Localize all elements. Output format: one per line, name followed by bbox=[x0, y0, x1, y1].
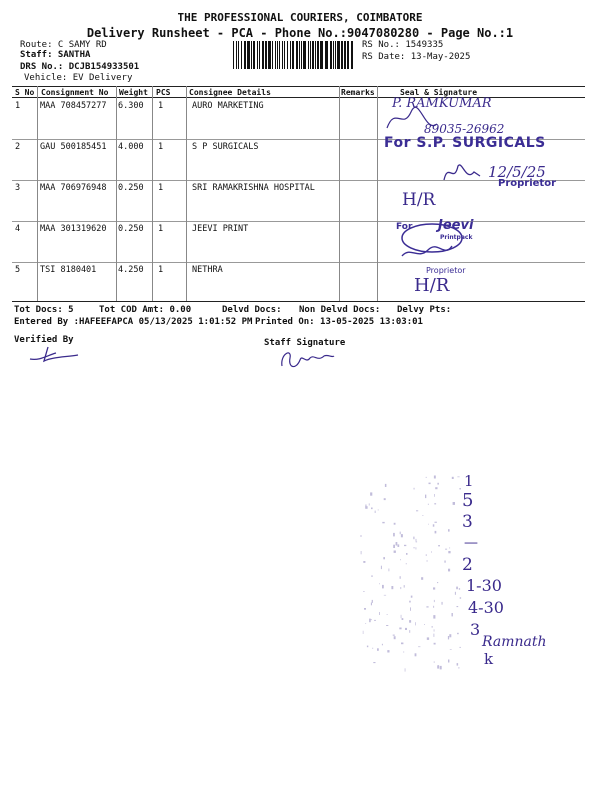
row2-company-stamp: For S.P. SURGICALS bbox=[384, 135, 546, 151]
ink-speck bbox=[371, 603, 372, 606]
row-consignee: S P SURGICALS bbox=[192, 142, 259, 152]
row-consignee: SRI RAMAKRISHNA HOSPITAL bbox=[192, 183, 315, 193]
ink-speck bbox=[421, 577, 423, 580]
tally-item: 1-30 bbox=[466, 576, 502, 595]
tally-item: 3 bbox=[470, 620, 481, 639]
table-top-rule bbox=[12, 86, 585, 87]
col-divider bbox=[377, 86, 378, 301]
barcode-bar bbox=[325, 41, 328, 69]
ink-speck bbox=[400, 532, 401, 535]
ink-speck bbox=[405, 628, 407, 630]
ink-speck bbox=[371, 508, 373, 510]
ink-speck bbox=[383, 557, 385, 559]
ink-speck bbox=[396, 542, 398, 546]
delivered-docs: Delvd Docs: bbox=[222, 305, 282, 315]
ink-speck bbox=[415, 653, 417, 656]
ink-speck bbox=[434, 476, 436, 479]
ink-speck bbox=[427, 637, 429, 640]
ink-speck bbox=[361, 535, 362, 537]
ink-speck bbox=[375, 511, 376, 513]
ink-speck bbox=[400, 587, 401, 589]
barcode-bar bbox=[310, 41, 311, 69]
barcode-bar bbox=[287, 41, 288, 69]
ink-speck bbox=[434, 643, 436, 645]
col-header-remarks: Remarks bbox=[341, 88, 375, 97]
tally-item: 3 bbox=[462, 512, 473, 532]
ink-speck bbox=[394, 551, 396, 553]
ink-speck bbox=[437, 483, 439, 485]
ink-speck bbox=[452, 477, 454, 479]
ink-speck bbox=[457, 663, 459, 666]
col-header-sno: S No bbox=[15, 88, 35, 97]
ink-speck bbox=[428, 504, 429, 505]
ink-speck bbox=[426, 477, 427, 478]
ink-speck bbox=[394, 636, 396, 639]
signature-scribble bbox=[385, 100, 515, 140]
row4-stamp-name: Jeevi bbox=[438, 218, 474, 233]
barcode-bar bbox=[315, 41, 316, 69]
ink-speck bbox=[449, 548, 450, 549]
row-sno: 3 bbox=[15, 183, 21, 193]
ink-speck bbox=[460, 597, 461, 598]
barcode-bar bbox=[257, 41, 258, 69]
row-consignee: JEEVI PRINT bbox=[192, 224, 249, 234]
ink-speck bbox=[448, 529, 450, 531]
barcode-bar bbox=[241, 41, 242, 69]
route-text: Route: C SAMY RD bbox=[20, 40, 107, 50]
ink-speck bbox=[427, 560, 428, 562]
ink-speck bbox=[434, 600, 435, 602]
ink-speck bbox=[404, 545, 406, 546]
ink-speck bbox=[415, 622, 416, 625]
ink-speck bbox=[459, 488, 461, 489]
col-divider bbox=[37, 86, 38, 301]
ink-speck bbox=[434, 634, 435, 637]
col-header-consignment: Consignment No bbox=[41, 88, 109, 97]
tally-item: 5 bbox=[462, 490, 474, 511]
ink-speck bbox=[372, 648, 373, 649]
ink-speck bbox=[457, 606, 459, 607]
ink-speck bbox=[394, 523, 396, 525]
ink-speck bbox=[432, 626, 433, 628]
ink-speck bbox=[391, 586, 393, 589]
ink-speck bbox=[379, 612, 380, 615]
row-pcs: 1 bbox=[158, 142, 164, 152]
col-header-pcs: PCS bbox=[156, 88, 171, 97]
ink-speck bbox=[425, 495, 426, 499]
barcode-bar bbox=[337, 41, 340, 69]
tally-item: 4-30 bbox=[468, 598, 504, 617]
ink-speck bbox=[452, 613, 453, 616]
ink-speck bbox=[422, 515, 423, 516]
ink-speck bbox=[448, 569, 450, 572]
table-bottom-rule bbox=[12, 301, 585, 302]
ink-speck bbox=[401, 643, 403, 645]
vehicle-text: Vehicle: EV Delivery bbox=[24, 73, 133, 83]
ink-speck bbox=[379, 583, 380, 584]
ink-speck bbox=[424, 624, 425, 625]
ink-speck bbox=[404, 585, 405, 588]
ink-bleed-marks bbox=[355, 475, 475, 675]
row-weight: 4.250 bbox=[118, 265, 144, 275]
barcode-bar bbox=[330, 41, 332, 69]
row-pcs: 1 bbox=[158, 224, 164, 234]
row4-stamp-for: For bbox=[396, 222, 413, 232]
delivery-points: Delvy Pts: bbox=[397, 305, 452, 315]
ink-speck bbox=[448, 660, 449, 663]
tally-item: 2 bbox=[462, 555, 473, 575]
ink-speck bbox=[409, 620, 411, 623]
row-consignment-no: GAU 500185451 bbox=[40, 142, 107, 152]
barcode-bar bbox=[262, 41, 264, 69]
ink-speck bbox=[435, 522, 437, 523]
rs-date: RS Date: 13-May-2025 bbox=[362, 52, 471, 62]
ink-speck bbox=[456, 587, 458, 590]
runsheet-subtitle: Delivery Runsheet - PCA - Phone No.:9047080280 - Page No.:1 bbox=[86, 26, 514, 40]
barcode-bar bbox=[277, 41, 278, 69]
drs-number: DRS No.: DCJB154933501 bbox=[20, 62, 140, 72]
barcode-bar bbox=[233, 41, 234, 69]
tally-item: 1 bbox=[464, 472, 474, 490]
ink-speck bbox=[378, 510, 379, 511]
ink-speck bbox=[448, 636, 449, 639]
ink-speck bbox=[444, 561, 445, 563]
barcode-bar bbox=[284, 41, 285, 69]
barcode-bar bbox=[265, 41, 267, 69]
col-header-weight: Weight bbox=[119, 88, 148, 97]
ink-speck bbox=[455, 592, 456, 595]
ink-speck bbox=[433, 606, 434, 608]
ink-speck bbox=[434, 503, 436, 504]
ink-speck bbox=[453, 502, 455, 505]
barcode-bar bbox=[238, 41, 239, 69]
barcode-bar bbox=[333, 41, 334, 69]
ink-speck bbox=[409, 630, 410, 633]
barcode-bar bbox=[320, 41, 323, 69]
ink-speck bbox=[410, 607, 411, 610]
ink-speck bbox=[399, 628, 401, 630]
row-consignment-no: MAA 708457277 bbox=[40, 101, 107, 111]
ink-speck bbox=[429, 483, 431, 485]
ink-speck bbox=[416, 539, 417, 542]
barcode-bar bbox=[335, 41, 336, 69]
ink-speck bbox=[363, 591, 364, 592]
barcode-bar bbox=[301, 41, 302, 69]
tally-signature: Ramnath bbox=[482, 634, 547, 650]
barcode-bar bbox=[247, 41, 250, 69]
row-sno: 4 bbox=[15, 224, 21, 234]
ink-speck bbox=[398, 544, 400, 547]
ink-speck bbox=[393, 533, 395, 537]
row-divider bbox=[12, 221, 585, 222]
ink-speck bbox=[413, 537, 414, 540]
row-sno: 2 bbox=[15, 142, 21, 152]
ink-speck bbox=[428, 524, 429, 525]
ink-speck bbox=[434, 494, 435, 497]
ink-speck bbox=[440, 666, 442, 670]
row-sno: 1 bbox=[15, 101, 21, 111]
ink-speck bbox=[426, 606, 428, 607]
col-divider bbox=[339, 86, 340, 301]
printed-on: Printed On: 13-05-2025 13:03:01 bbox=[255, 317, 423, 327]
ink-speck bbox=[457, 477, 459, 478]
ink-speck bbox=[369, 503, 370, 505]
ink-speck bbox=[406, 563, 407, 564]
ink-speck bbox=[416, 510, 418, 511]
ink-speck bbox=[405, 668, 406, 671]
ink-speck bbox=[434, 661, 435, 663]
ink-speck bbox=[401, 615, 402, 618]
ink-speck bbox=[371, 576, 373, 577]
barcode-bar bbox=[312, 41, 314, 69]
barcode-bar bbox=[253, 41, 255, 69]
barcode-bar bbox=[341, 41, 343, 69]
ink-speck bbox=[384, 498, 386, 500]
staff-signature-scribble bbox=[278, 346, 338, 374]
ink-speck bbox=[406, 553, 408, 555]
ink-speck bbox=[385, 484, 387, 487]
ink-speck bbox=[433, 615, 435, 619]
ink-speck bbox=[438, 545, 440, 546]
tally-item: — bbox=[464, 535, 478, 551]
ink-speck bbox=[435, 531, 437, 534]
ink-speck bbox=[449, 634, 451, 637]
barcode-bar bbox=[244, 41, 246, 69]
ink-speck bbox=[414, 488, 415, 490]
ink-speck bbox=[373, 662, 375, 663]
row-pcs: 1 bbox=[158, 101, 164, 111]
row-pcs: 1 bbox=[158, 265, 164, 275]
ink-speck bbox=[418, 646, 420, 647]
barcode-bar bbox=[272, 41, 273, 69]
col-header-consignee: Consignee Details bbox=[189, 88, 271, 97]
table-header-rule bbox=[12, 97, 585, 98]
ink-speck bbox=[386, 625, 388, 626]
ink-speck bbox=[459, 588, 460, 590]
ink-speck bbox=[457, 633, 459, 634]
ink-speck bbox=[445, 549, 447, 550]
row-sno: 5 bbox=[15, 265, 21, 275]
ink-speck bbox=[426, 554, 427, 556]
ink-speck bbox=[409, 601, 411, 603]
barcode-bar bbox=[290, 41, 291, 69]
ink-speck bbox=[372, 600, 373, 603]
ink-speck bbox=[433, 524, 435, 526]
verified-by-signature bbox=[26, 345, 86, 365]
barcode-bar bbox=[296, 41, 298, 69]
tally-item: k bbox=[484, 650, 494, 668]
col-header-seal-signature: Seal & Signature bbox=[400, 88, 478, 97]
ink-speck bbox=[442, 602, 443, 605]
col-divider bbox=[186, 86, 187, 301]
barcode-bar bbox=[282, 41, 283, 69]
row5-proprietor-stamp: Proprietor bbox=[426, 266, 466, 275]
row-weight: 6.300 bbox=[118, 101, 144, 111]
ink-speck bbox=[416, 547, 417, 549]
ink-speck bbox=[400, 559, 401, 560]
barcode-bar bbox=[259, 41, 260, 69]
barcode-bar bbox=[351, 41, 353, 69]
ink-speck bbox=[448, 551, 450, 553]
ink-speck bbox=[374, 620, 376, 621]
ink-speck bbox=[431, 551, 432, 552]
ink-speck bbox=[411, 596, 413, 598]
ink-speck bbox=[387, 614, 388, 615]
barcode-bar bbox=[292, 41, 294, 69]
barcode-bar bbox=[308, 41, 309, 69]
ink-speck bbox=[460, 647, 461, 648]
ink-speck bbox=[367, 646, 368, 648]
row-consignee: NETHRA bbox=[192, 265, 223, 275]
company-title: THE PROFESSIONAL COURIERS, COIMBATORE bbox=[177, 11, 423, 24]
row-weight: 4.000 bbox=[118, 142, 144, 152]
col-divider bbox=[116, 86, 117, 301]
ink-speck bbox=[361, 551, 362, 554]
barcode-bar bbox=[275, 41, 276, 69]
barcode-bar bbox=[299, 41, 300, 69]
row-weight: 0.250 bbox=[118, 224, 144, 234]
row-consignment-no: MAA 706976948 bbox=[40, 183, 107, 193]
row5-signature: H/R bbox=[414, 275, 450, 296]
staff-signature-label: Staff Signature bbox=[264, 338, 346, 348]
non-delivered-docs: Non Delvd Docs: bbox=[299, 305, 381, 315]
barcode-bar bbox=[279, 41, 280, 69]
row-divider bbox=[12, 262, 585, 263]
ink-speck bbox=[400, 576, 401, 579]
ink-speck bbox=[393, 545, 395, 548]
ink-speck bbox=[389, 569, 390, 572]
barcode-bar bbox=[268, 41, 271, 69]
total-cod-amount: Tot COD Amt: 0.00 bbox=[99, 305, 192, 315]
barcode-bar bbox=[251, 41, 252, 69]
ink-speck bbox=[402, 618, 404, 620]
row-consignment-no: MAA 301319620 bbox=[40, 224, 107, 234]
barcode-bar bbox=[236, 41, 237, 69]
ink-speck bbox=[387, 650, 389, 652]
ink-speck bbox=[363, 561, 365, 563]
ink-speck bbox=[370, 492, 372, 495]
ink-speck bbox=[365, 505, 366, 508]
row-consignment-no: TSI 8180401 bbox=[40, 265, 97, 275]
ink-speck bbox=[369, 619, 371, 623]
col-divider bbox=[152, 86, 153, 301]
row2-proprietor-stamp: Proprietor bbox=[498, 178, 557, 189]
barcode-bar bbox=[347, 41, 349, 69]
ink-speck bbox=[437, 582, 438, 583]
barcode-bar bbox=[344, 41, 346, 69]
row1-signature-phone: 89035-26962 bbox=[424, 122, 505, 136]
ink-speck bbox=[382, 585, 384, 589]
ink-speck bbox=[381, 566, 382, 569]
verified-by-label: Verified By bbox=[14, 335, 74, 345]
row3-signature: H/R bbox=[402, 190, 436, 210]
ink-speck bbox=[433, 587, 435, 589]
ink-speck bbox=[377, 648, 379, 651]
ink-speck bbox=[401, 534, 403, 537]
barcode-graphic bbox=[233, 41, 355, 71]
ink-speck bbox=[435, 487, 437, 489]
ink-speck bbox=[384, 595, 386, 596]
ink-speck bbox=[363, 631, 364, 634]
ink-speck bbox=[434, 629, 435, 631]
barcode-bar bbox=[317, 41, 319, 69]
signature-scribble bbox=[440, 158, 500, 188]
row-weight: 0.250 bbox=[118, 183, 144, 193]
ink-speck bbox=[365, 623, 366, 624]
ink-speck bbox=[450, 649, 452, 650]
ink-speck bbox=[403, 652, 404, 653]
row-consignee: AURO MARKETING bbox=[192, 101, 264, 111]
ink-speck bbox=[393, 635, 395, 636]
row2-sign-date: 12/5/25 bbox=[488, 163, 546, 181]
ink-speck bbox=[382, 522, 384, 523]
ink-speck bbox=[438, 665, 439, 667]
ink-speck bbox=[364, 608, 366, 610]
ink-speck bbox=[416, 542, 418, 543]
staff-text: Staff: SANTHA bbox=[20, 50, 91, 60]
barcode-bar bbox=[303, 41, 306, 69]
row-pcs: 1 bbox=[158, 183, 164, 193]
row1-signature-name: P. RAMKUMAR bbox=[392, 96, 492, 111]
total-docs: Tot Docs: 5 bbox=[14, 305, 74, 315]
rs-number: RS No.: 1549335 bbox=[362, 40, 444, 50]
entered-by: Entered By :HAFEEFAPCA 05/13/2025 1:01:52 PM bbox=[14, 317, 253, 327]
ink-speck bbox=[413, 548, 415, 549]
row4-stamp-sub: Printpack bbox=[440, 234, 473, 241]
ink-speck bbox=[458, 667, 459, 668]
ink-speck bbox=[382, 644, 383, 646]
